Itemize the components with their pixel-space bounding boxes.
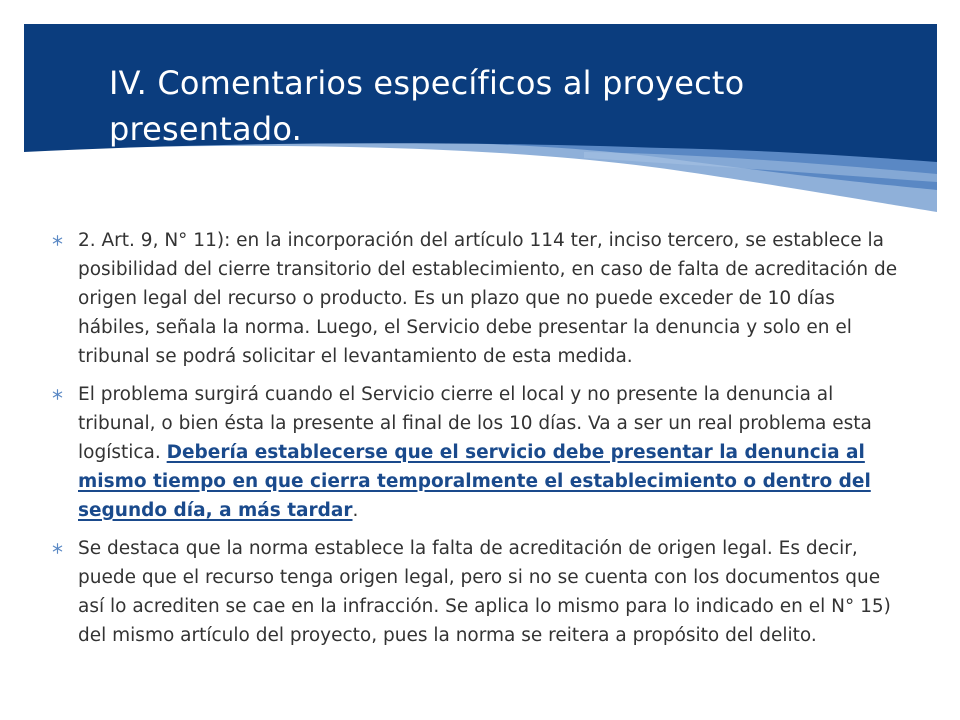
emphasized-recommendation: Debería establecerse que el servicio debe presentar la denuncia al mismo tiempo en que cierra temporalmente el establecimiento o dentro del segundo día, a más tardar <box>78 442 871 521</box>
asterisk-icon <box>52 235 63 246</box>
bullet-text: Se destaca que la norma establece la falta de acreditación de origen legal. Es decir, puede que el recurso tenga origen legal, pero si no se cuenta con los documentos que así lo acrediten se cae en la infracción. Se aplica lo mismo para lo indicado en el N° 15) del mismo artículo del proyecto, pues la norma se reitera a propósito del delito. <box>78 538 891 646</box>
bullet-item-1 <box>50 226 900 371</box>
bullet-item-3 <box>50 534 900 650</box>
bullet-item-2 <box>50 380 900 525</box>
asterisk-icon <box>52 389 63 400</box>
slide-title: IV. Comentarios específicos al proyecto presentado. <box>109 64 745 148</box>
bullet-text: 2. Art. 9, N° 11): en la incorporación del artículo 114 ter, inciso tercero, se establece la posibilidad del cierre transitorio del establecimiento, en caso de falta de acreditación de origen legal del recurso o producto. Es un plazo que no puede exceder de 10 días hábiles, señala la norma. Luego, el Servicio debe presentar la denuncia y solo en el tribunal se podrá solicitar el levantamiento de esta medida. <box>78 230 898 367</box>
bullet-text-end: . <box>352 500 359 521</box>
asterisk-icon <box>52 543 63 554</box>
bullet-list <box>50 226 900 659</box>
bullet-text: El problema surgirá cuando el Servicio cierre el local y no presente la denuncia al tribunal, o bien ésta la presente al final de los 10 días. Va a ser un real problema esta logística. <box>78 384 872 463</box>
title-banner <box>24 24 937 214</box>
